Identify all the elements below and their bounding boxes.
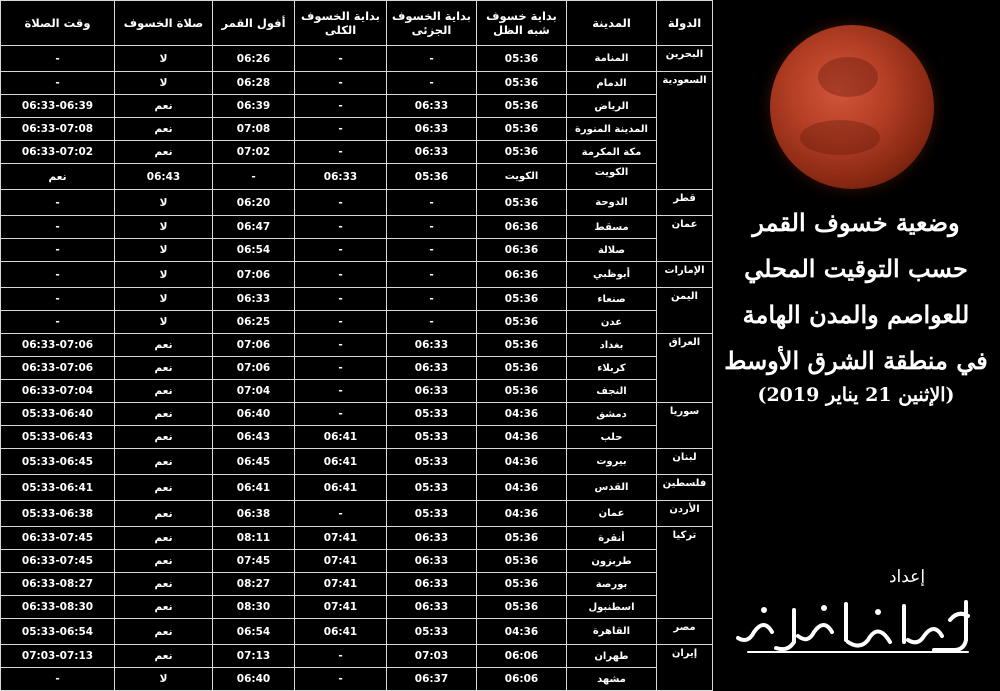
poster-title [712,200,1000,384]
cell-partial: 07:03 [387,645,477,668]
title-line: للعواصم والمدن الهامة [742,300,970,329]
cell-moonset: 07:04 [213,380,295,403]
cell-country: لبنان [657,449,713,475]
cell-moonset: 06:26 [213,46,295,72]
cell-city: كربلاء [567,357,657,380]
cell-partial: - [387,239,477,262]
cell-penumbral: 05:36 [477,118,567,141]
cell-penumbral: 04:36 [477,619,567,645]
cell-prayer-time: - [1,239,115,262]
cell-prayer: نعم [115,449,213,475]
cell-prayer-time: 06:33-07:08 [1,118,115,141]
table-row [1,426,713,449]
cell-prayer-time: 05:33-06:40 [1,403,115,426]
cell-total: - [295,141,387,164]
cell-penumbral: 05:36 [477,46,567,72]
cell-country: إيران [657,645,713,691]
cell-city: أبوظبي [567,262,657,288]
cell-moonset: 06:25 [213,311,295,334]
table-row [1,239,713,262]
cell-partial: - [387,190,477,216]
table-row [1,262,713,288]
cell-penumbral: 05:36 [477,288,567,311]
cell-partial: 06:33 [295,164,387,190]
cell-country: البحرين [657,46,713,72]
cell-country: تركيا [657,527,713,619]
cell-prayer-time: - [1,668,115,691]
cell-penumbral: 05:36 [477,596,567,619]
cell-total: - [295,334,387,357]
cell-penumbral: 05:36 [477,573,567,596]
table-row [1,619,713,645]
cell-country: الإمارات [657,262,713,288]
cell-penumbral: 04:36 [477,501,567,527]
table-row [1,550,713,573]
table-row [1,645,713,668]
table-row [1,311,713,334]
cell-partial: - [387,311,477,334]
cell-prayer: نعم [115,357,213,380]
cell-total: - [295,380,387,403]
cell-penumbral: 05:36 [477,550,567,573]
table-row [1,449,713,475]
header-city: المدينة [567,1,657,46]
cell-moonset: 07:08 [213,118,295,141]
cell-partial: 06:33 [387,573,477,596]
cell-total: - [295,72,387,95]
cell-prayer-time: - [1,288,115,311]
table-row [1,164,713,190]
cell-total: - [295,357,387,380]
cell-city: مكة المكرمة [567,141,657,164]
blood-moon-image [770,25,934,189]
cell-moonset: 06:54 [213,619,295,645]
cell-prayer: نعم [115,619,213,645]
cell-city: صنعاء [567,288,657,311]
cell-partial: 05:33 [387,426,477,449]
cell-partial: - [387,262,477,288]
cell-prayer-time: 06:33-07:02 [1,141,115,164]
table-row [1,668,713,691]
cell-penumbral: 04:36 [477,475,567,501]
cell-prayer: نعم [115,475,213,501]
cell-partial: 06:33 [387,550,477,573]
cell-partial: 06:33 [387,596,477,619]
title-line: حسب التوقيت المحلي [744,254,968,283]
cell-prayer: نعم [115,527,213,550]
cell-city: الدمام [567,72,657,95]
cell-prayer-time: - [1,190,115,216]
table-row [1,46,713,72]
cell-total: 06:41 [295,475,387,501]
cell-moonset: 06:43 [115,164,213,190]
cell-city: اسطنبول [567,596,657,619]
cell-prayer-time: - [1,72,115,95]
cell-moonset: 07:45 [213,550,295,573]
cell-partial: 06:33 [387,380,477,403]
table-row [1,403,713,426]
cell-prayer: لا [115,46,213,72]
cell-city: طربزون [567,550,657,573]
cell-partial: 06:33 [387,118,477,141]
table-row [1,475,713,501]
cell-prayer: لا [115,262,213,288]
cell-prayer: نعم [115,403,213,426]
table-header-row [1,1,713,46]
table-row [1,288,713,311]
cell-penumbral: 05:36 [477,380,567,403]
cell-moonset: 07:06 [213,262,295,288]
cell-prayer: نعم [1,164,115,190]
title-line: وضعية خسوف القمر [752,208,960,237]
moon-shade [800,120,880,155]
table-row [1,141,713,164]
cell-prayer-time: 06:33-07:06 [1,357,115,380]
header-prayer-time: وقت الصلاة [1,1,115,46]
cell-city: القدس [567,475,657,501]
cell-prayer: نعم [115,645,213,668]
cell-prayer-time: - [1,311,115,334]
cell-city: حلب [567,426,657,449]
cell-partial: - [387,216,477,239]
cell-moonset: 08:27 [213,573,295,596]
cell-city: طهران [567,645,657,668]
cell-moonset: 06:33 [213,288,295,311]
cell-partial: 06:33 [387,527,477,550]
cell-prayer: نعم [115,573,213,596]
cell-moonset: 07:02 [213,141,295,164]
cell-penumbral: 05:36 [477,141,567,164]
cell-partial: 05:33 [387,501,477,527]
table-row [1,216,713,239]
cell-prayer: نعم [115,118,213,141]
cell-country: الكويت [567,164,657,190]
cell-penumbral: 05:36 [477,190,567,216]
title-line: في منطقة الشرق الأوسط [724,346,988,375]
cell-penumbral: 05:36 [477,527,567,550]
cell-city: القاهرة [567,619,657,645]
cell-prayer-time: 07:03-07:13 [1,645,115,668]
cell-city: دمشق [567,403,657,426]
cell-total: 06:41 [295,619,387,645]
cell-prayer: نعم [115,334,213,357]
cell-total: 07:41 [295,596,387,619]
cell-city: الكويت [477,164,567,190]
cell-prayer: نعم [115,141,213,164]
cell-prayer-time: - [1,216,115,239]
cell-partial: - [387,72,477,95]
cell-city: بيروت [567,449,657,475]
cell-total: 07:41 [295,573,387,596]
cell-moonset: 06:28 [213,72,295,95]
cell-moonset: 07:13 [213,645,295,668]
cell-country: عمان [657,216,713,262]
cell-city: بغداد [567,334,657,357]
cell-country: فلسطين [657,475,713,501]
cell-partial: 05:33 [387,475,477,501]
cell-city: عدن [567,311,657,334]
cell-prayer: لا [115,288,213,311]
cell-prayer-time: 05:33-06:45 [1,449,115,475]
cell-prayer: لا [115,311,213,334]
cell-moonset: 08:30 [213,596,295,619]
cell-city: الدوحة [567,190,657,216]
cell-country: السعودية [657,72,713,190]
cell-partial: 06:33 [387,334,477,357]
cell-total: 06:41 [295,426,387,449]
cell-total: - [295,262,387,288]
cell-partial: 05:33 [387,403,477,426]
cell-country: مصر [657,619,713,645]
table-row [1,501,713,527]
cell-total: - [295,645,387,668]
table-row [1,72,713,95]
cell-prayer-time: 05:33-06:38 [1,501,115,527]
cell-penumbral: 04:36 [477,426,567,449]
prepared-by-label: إعداد [888,567,926,587]
cell-city: المدينة المنورة [567,118,657,141]
header-moonset: أفول القمر [213,1,295,46]
cell-country: سوريا [657,403,713,449]
table-row [1,95,713,118]
cell-city: أنقرة [567,527,657,550]
cell-city: مشهد [567,668,657,691]
cell-moonset: 08:11 [213,527,295,550]
cell-moonset: 06:38 [213,501,295,527]
cell-moonset: 06:41 [213,475,295,501]
cell-city: عمان [567,501,657,527]
cell-total: - [295,311,387,334]
cell-prayer-time: - [1,46,115,72]
table-row [1,357,713,380]
cell-prayer: نعم [115,380,213,403]
cell-prayer-time: 06:33-06:39 [1,95,115,118]
cell-partial: - [387,288,477,311]
table-body [1,46,713,691]
cell-total: 07:41 [295,527,387,550]
table-row [1,527,713,550]
cell-city: صلالة [567,239,657,262]
cell-moonset: 07:06 [213,357,295,380]
cell-prayer: لا [115,239,213,262]
cell-penumbral: 06:36 [477,216,567,239]
cell-total: - [295,501,387,527]
cell-city: النجف [567,380,657,403]
cell-country: قطر [657,190,713,216]
cell-partial: 06:33 [387,141,477,164]
cell-prayer-time: 06:33-07:45 [1,527,115,550]
table-row [1,334,713,357]
cell-prayer-time: 06:33-08:27 [1,573,115,596]
cell-penumbral: 06:06 [477,645,567,668]
cell-total: 06:41 [295,449,387,475]
table-row [1,573,713,596]
cell-partial: 05:33 [387,619,477,645]
table-row [1,118,713,141]
cell-prayer: نعم [115,501,213,527]
eclipse-date: (الإثنين 21 يناير 2019) [757,384,955,406]
cell-total: - [295,46,387,72]
cell-total: - [295,403,387,426]
table-row [1,596,713,619]
cell-country: اليمن [657,288,713,334]
cell-total: - [295,216,387,239]
cell-prayer: لا [115,72,213,95]
cell-moonset: 06:40 [213,403,295,426]
cell-prayer-time: 05:33-06:41 [1,475,115,501]
table-row [1,380,713,403]
cell-prayer-time: 05:33-06:54 [1,619,115,645]
cell-penumbral: 06:36 [477,239,567,262]
header-prayer: صلاة الخسوف [115,1,213,46]
cell-prayer: لا [115,216,213,239]
cell-prayer-time: 06:33-07:45 [1,550,115,573]
cell-moonset: 06:39 [213,95,295,118]
cell-moonset: 06:47 [213,216,295,239]
header-partial: بداية الخسوف الجزئى [387,1,477,46]
cell-moonset: 06:20 [213,190,295,216]
cell-penumbral: 05:36 [477,334,567,357]
cell-prayer-time: 05:33-06:43 [1,426,115,449]
cell-penumbral: 05:36 [477,72,567,95]
cell-partial: 06:33 [387,95,477,118]
cell-partial: - [387,46,477,72]
cell-penumbral: 05:36 [477,95,567,118]
cell-city: بورصة [567,573,657,596]
moon-shade [818,57,878,97]
cell-moonset: 06:45 [213,449,295,475]
cell-prayer: لا [115,668,213,691]
cell-moonset: 06:54 [213,239,295,262]
cell-city: الرياض [567,95,657,118]
header-penumbral: بداية خسوف شبه الظل [477,1,567,46]
table-row [1,190,713,216]
cell-prayer: نعم [115,95,213,118]
author-signature-logo [728,592,978,658]
header-country: الدولة [657,1,713,46]
cell-moonset: 06:43 [213,426,295,449]
cell-moonset: 06:40 [213,668,295,691]
cell-penumbral: 06:06 [477,668,567,691]
cell-country: العراق [657,334,713,403]
cell-moonset: 07:06 [213,334,295,357]
header-total: بداية الخسوف الكلى [295,1,387,46]
cell-country: الأردن [657,501,713,527]
cell-partial: 05:33 [387,449,477,475]
cell-partial: 06:33 [387,357,477,380]
cell-penumbral: 06:36 [477,262,567,288]
cell-total: 07:41 [295,550,387,573]
cell-penumbral: 05:36 [387,164,477,190]
cell-city: مسقط [567,216,657,239]
cell-prayer: لا [115,190,213,216]
cell-prayer-time: 06:33-07:04 [1,380,115,403]
cell-city: المنامة [567,46,657,72]
cell-total: - [295,118,387,141]
cell-prayer: نعم [115,596,213,619]
cell-total: - [295,288,387,311]
cell-total: - [295,668,387,691]
cell-prayer: نعم [115,550,213,573]
cell-prayer-time: - [1,262,115,288]
cell-partial: 06:37 [387,668,477,691]
cell-prayer-time: 06:33-08:30 [1,596,115,619]
cell-total: - [295,239,387,262]
cell-prayer-time: 06:33-07:06 [1,334,115,357]
cell-total: - [295,190,387,216]
cell-total: - [295,95,387,118]
cell-penumbral: 05:36 [477,357,567,380]
cell-penumbral: 04:36 [477,449,567,475]
cell-prayer: نعم [115,426,213,449]
cell-penumbral: 04:36 [477,403,567,426]
cell-total: - [213,164,295,190]
cell-penumbral: 05:36 [477,311,567,334]
